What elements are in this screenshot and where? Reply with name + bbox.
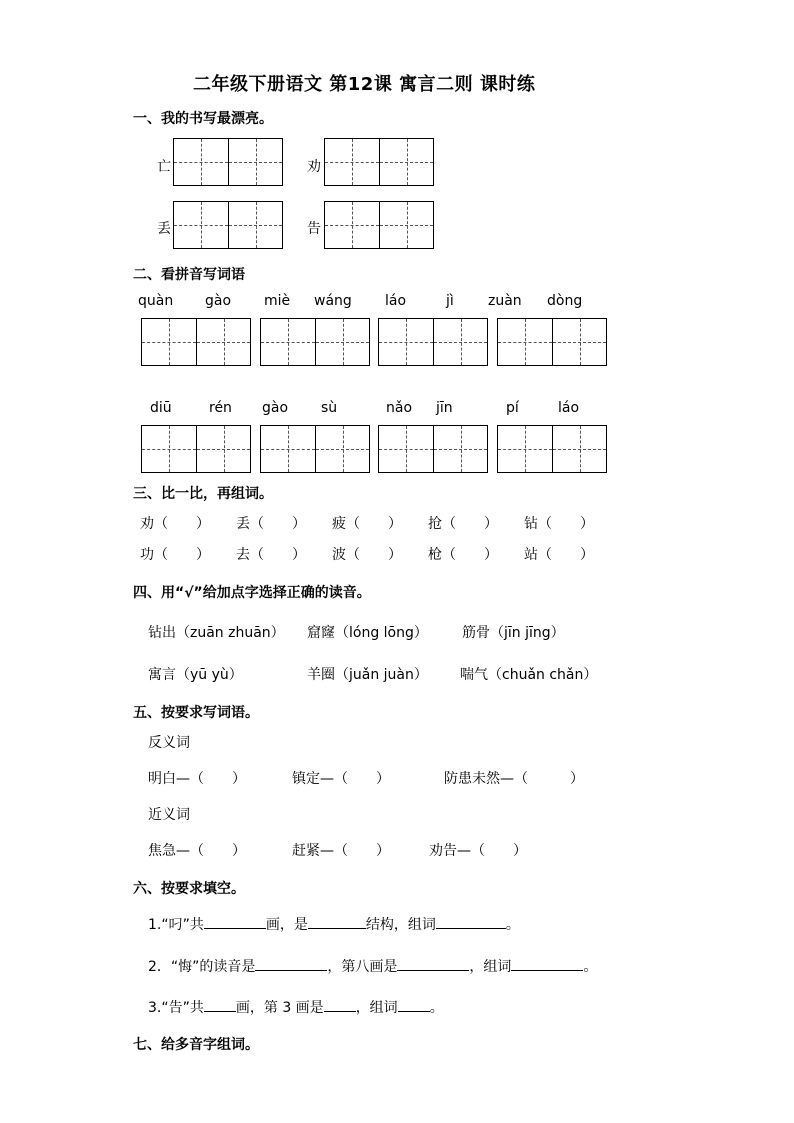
compare-item[interactable]: 去（ ）: [236, 547, 306, 563]
pinyin: diū: [150, 400, 172, 416]
pinyin: miè: [264, 293, 291, 309]
s1-char-2: 劝: [307, 159, 321, 175]
antonym-item[interactable]: 防患未然—（ ）: [444, 771, 584, 787]
compare-item[interactable]: 功（ ）: [140, 547, 210, 563]
pinyin: gào: [262, 400, 289, 416]
antonym-item[interactable]: 明白—（ ）: [148, 771, 246, 787]
compare-item[interactable]: 抢（ ）: [428, 516, 498, 532]
section-6-heading: 六、按要求填空。: [133, 881, 245, 897]
section-2-heading: 二、看拼音写词语: [133, 267, 245, 283]
pinyin: zuàn: [488, 293, 522, 309]
s1-char-4: 告: [307, 221, 321, 237]
reading-choice[interactable]: 寓言（yū yù）: [148, 667, 243, 683]
pinyin: pí: [506, 400, 519, 416]
writing-box[interactable]: [378, 318, 488, 366]
compare-item[interactable]: 疲（ ）: [332, 516, 402, 532]
pinyin: láo: [558, 400, 580, 416]
fill-blank[interactable]: [308, 927, 366, 929]
section-7-heading: 七、给多音字组词。: [133, 1037, 259, 1053]
fill-blank[interactable]: [436, 927, 506, 929]
reading-choice[interactable]: 钻出（zuān zhuān）: [148, 625, 285, 641]
writing-box[interactable]: [260, 318, 370, 366]
writing-box-1[interactable]: [173, 138, 283, 186]
fill-line-1: 1.“叼”共 画，是 结构，组词 。: [148, 917, 520, 933]
writing-box[interactable]: [141, 425, 251, 473]
compare-item[interactable]: 劝（ ）: [140, 516, 210, 532]
pinyin: rén: [209, 400, 232, 416]
reading-choice[interactable]: 筋骨（jīn jīng）: [462, 625, 565, 641]
fill-blank[interactable]: [398, 1010, 430, 1012]
writing-box[interactable]: [497, 318, 607, 366]
reading-choice[interactable]: 喘气（chuǎn chǎn）: [460, 667, 598, 683]
pinyin: gào: [205, 293, 232, 309]
fill-line-3: 3.“告”共 画，第 3 画是 ，组词 。: [148, 1000, 444, 1016]
section-5-heading: 五、按要求写词语。: [133, 705, 259, 721]
synonym-item[interactable]: 焦急—（ ）: [148, 843, 246, 859]
fill-blank[interactable]: [204, 927, 266, 929]
writing-box[interactable]: [378, 425, 488, 473]
pinyin: wáng: [314, 293, 352, 309]
fill-blank[interactable]: [204, 1010, 236, 1012]
reading-choice[interactable]: 窟窿（lóng lōng）: [307, 625, 428, 641]
pinyin: quàn: [138, 293, 174, 309]
section-1-heading: 一、我的书写最漂亮。: [133, 111, 273, 127]
section-3-heading: 三、比一比，再组词。: [133, 486, 273, 502]
antonym-label: 反义词: [148, 735, 190, 751]
synonym-item[interactable]: 赶紧—（ ）: [292, 843, 390, 859]
reading-choice[interactable]: 羊圈（juǎn juàn）: [307, 667, 428, 683]
writing-box[interactable]: [141, 318, 251, 366]
fill-line-2: 2．“悔”的读音是 ，第八画是 ，组词 。: [148, 959, 598, 975]
compare-item[interactable]: 波（ ）: [332, 547, 402, 563]
antonym-item[interactable]: 镇定—（ ）: [292, 771, 390, 787]
writing-box-2[interactable]: [324, 138, 434, 186]
pinyin: sù: [321, 400, 338, 416]
compare-item[interactable]: 钻（ ）: [524, 516, 594, 532]
fill-blank[interactable]: [324, 1010, 356, 1012]
fill-blank[interactable]: [397, 969, 469, 971]
compare-item[interactable]: 站（ ）: [524, 547, 594, 563]
writing-box[interactable]: [260, 425, 370, 473]
pinyin: jì: [446, 293, 454, 309]
synonym-item[interactable]: 劝告—（ ）: [429, 843, 527, 859]
pinyin: láo: [385, 293, 407, 309]
synonym-label: 近义词: [148, 807, 190, 823]
pinyin: jīn: [436, 400, 453, 416]
pinyin: dòng: [547, 293, 583, 309]
writing-box-3[interactable]: [173, 201, 283, 249]
fill-blank[interactable]: [255, 969, 327, 971]
s1-char-3: 丢: [157, 221, 171, 237]
section-4-heading: 四、用“√”给加点字选择正确的读音。: [133, 585, 371, 601]
pinyin: nǎo: [386, 400, 413, 416]
writing-box-4[interactable]: [324, 201, 434, 249]
page-title: 二年级下册语文 第12课 寓言二则 课时练: [193, 74, 536, 95]
fill-blank[interactable]: [511, 969, 583, 971]
s1-char-1: 亡: [157, 159, 171, 175]
compare-item[interactable]: 枪（ ）: [428, 547, 498, 563]
compare-item[interactable]: 丢（ ）: [236, 516, 306, 532]
writing-box[interactable]: [497, 425, 607, 473]
